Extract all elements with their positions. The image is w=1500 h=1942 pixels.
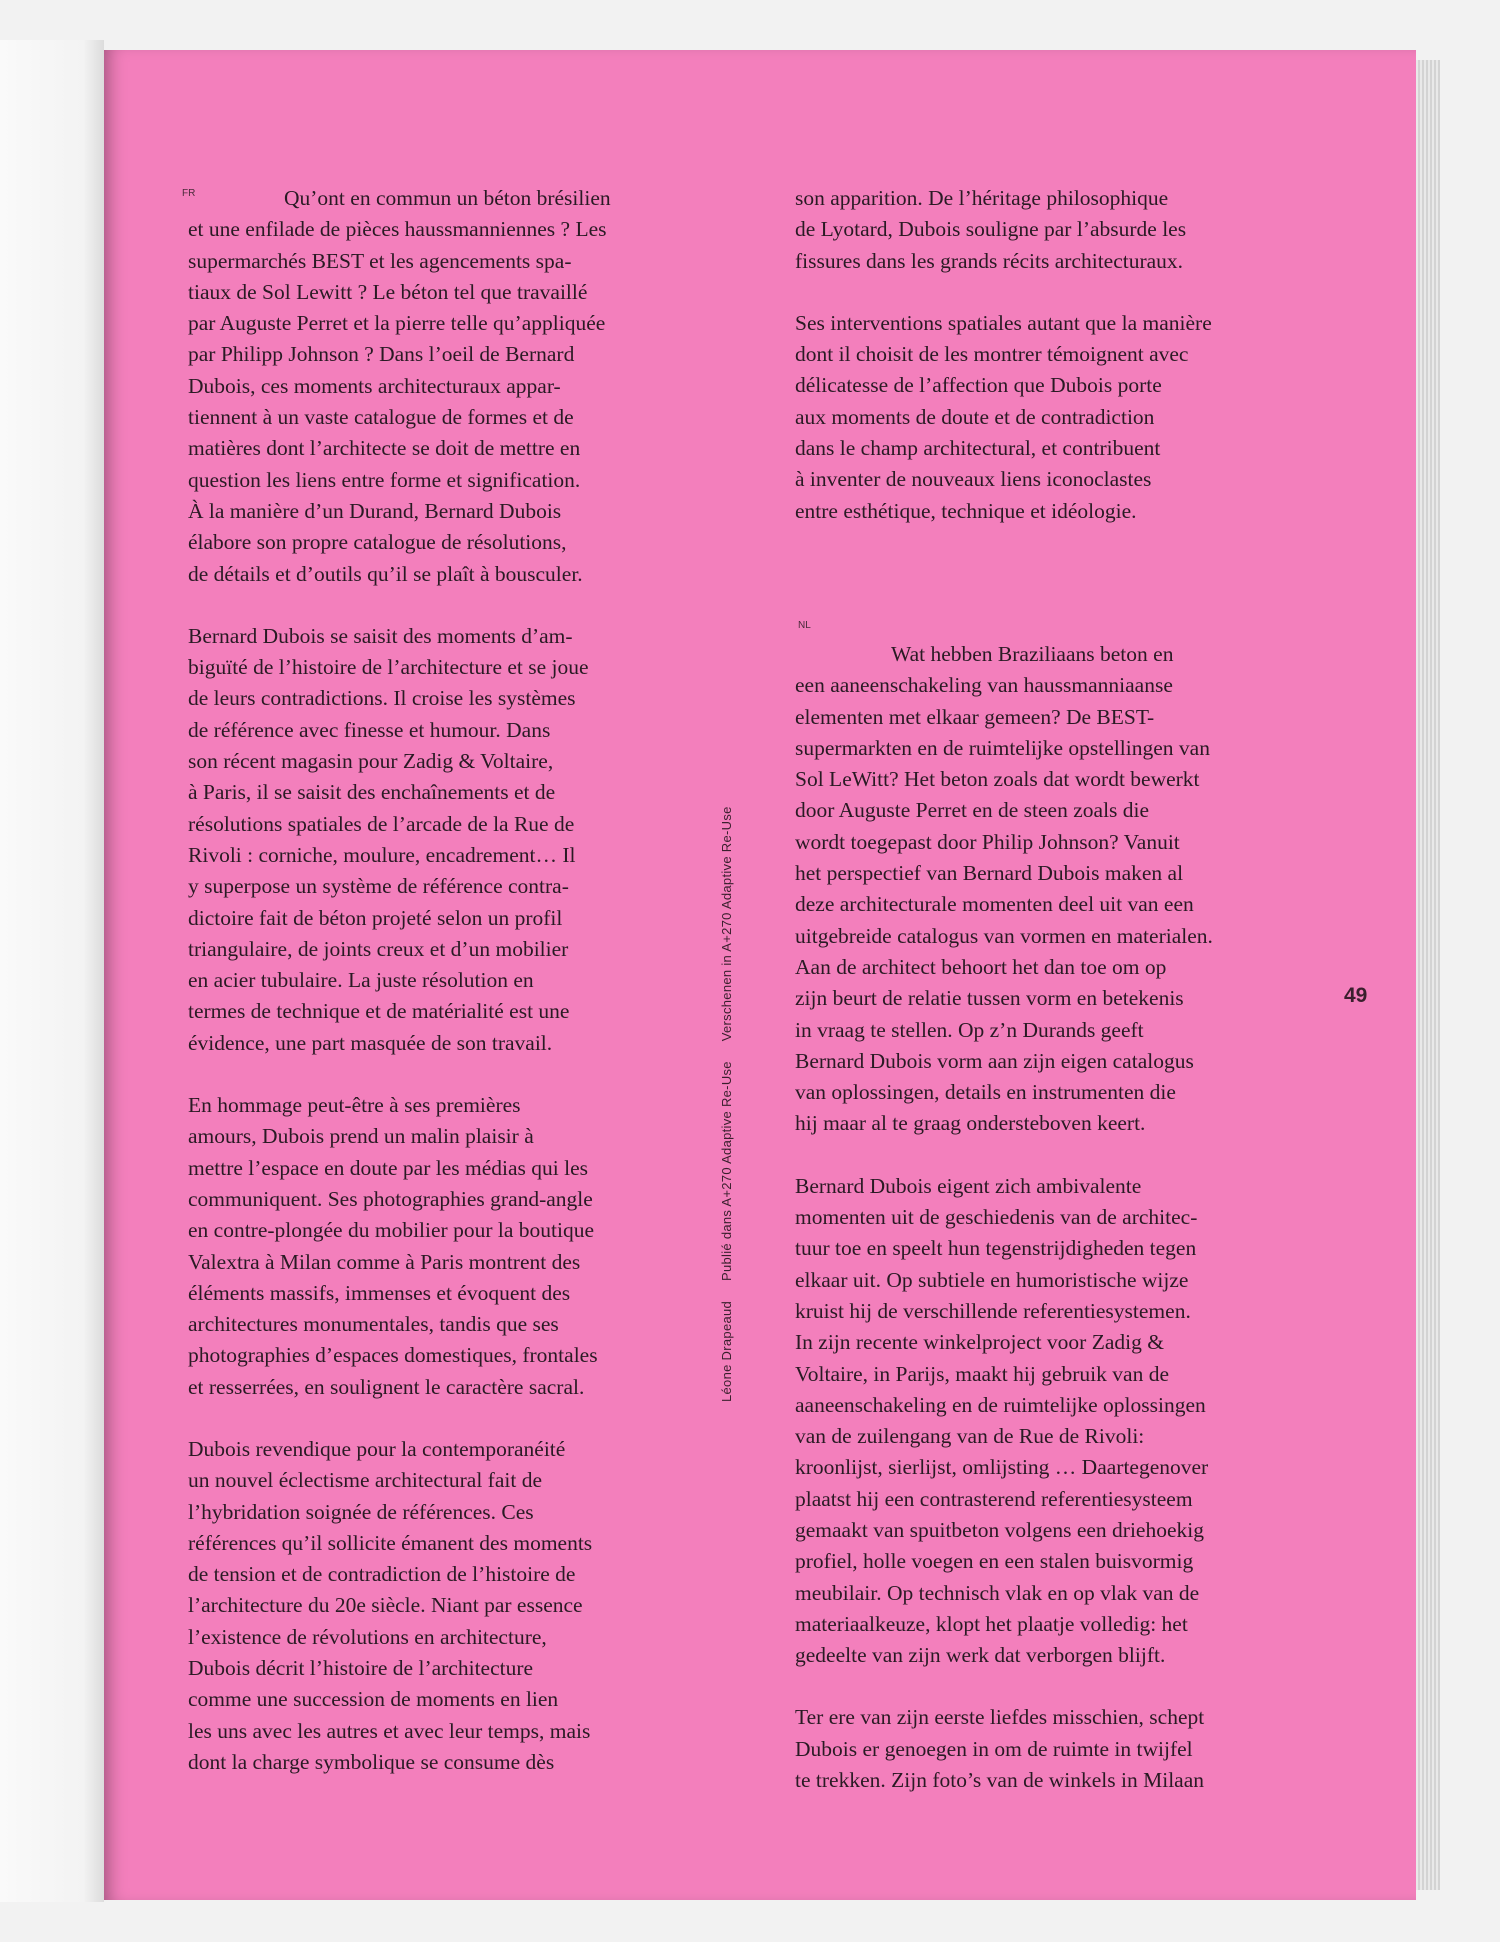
column-left bbox=[188, 183, 658, 1809]
fr-paragraph-1: Qu’ont en commun un béton brésilien et une enfilade de pièces haussmanniennes ? Les supermarchés BEST et les agencements spa- tiaux de Sol Lewitt ? Le béton tel que travaillé par Auguste Perret et la pierre telle qu’appliquée par Philipp Johnson ? Dans l’oeil de Bernard Dubois, ces moments architecturaux appar- tiennent à un vaste catalogue de formes et de matières dont l’architecte se doit de mettre en question les liens entre forme et signification. À la manière d’un Durand, Bernard Dubois élabore son propre catalogue de résolutions, de détails et d’outils qu’il se plaît à bousculer. bbox=[188, 186, 611, 586]
column-right bbox=[795, 183, 1265, 1827]
nl-paragraph-3: Ter ere van zijn eerste liefdes misschien, schept Dubois er genoegen in om de ruimte in twijfel te trekken. Zijn foto’s van de winkels in Milaan bbox=[795, 1705, 1205, 1793]
fr-paragraph-2: Bernard Dubois se saisit des moments d’am- biguïté de l’histoire de l’architecture et se joue de leurs contradictions. Il croise les systèmes de référence avec finesse et humour. Dans son récent magasin pour Zadig & Voltaire, à Paris, il se saisit des enchaînements et de résolutions spatiales de l’arcade de la Rue de Rivoli : corniche, moulure, encadrement… Il y superpose un système de référence contra- dictoire fait de béton projeté selon un profil triangulaire, de joints creux et d’un mobilier en acier tubulaire. La juste résolution en termes de technique et de matérialité est une évidence, une part masquée de son travail. bbox=[188, 623, 589, 1055]
nl-paragraph-1: Wat hebben Braziliaans beton en een aaneenschakeling van haussmanniaanse elementen met elkaar gemeen? De BEST- supermarkten en de ruimtelijke opstellingen van Sol LeWitt? Het beton zoals dat wordt bewerkt door Auguste Perret en de steen zoals die wordt toegepast door Philip Johnson? Vanuit het perspectief van Bernard Dubois maken al deze architecturale momenten deel uit van een uitgebreide catalogus van vormen en materialen. Aan de architect behoort het dan toe om op zijn beurt de relatie tussen vorm en betekenis in vraag te stellen. Op z’n Durands geeft Bernard Dubois vorm aan zijn eigen catalogus van oplossingen, details en instrumenten die hij maar al te graag ondersteboven keert. bbox=[795, 641, 1213, 1136]
credit-author: Léone Drapeaud bbox=[719, 1300, 734, 1402]
lang-tag-nl: NL bbox=[798, 620, 811, 631]
credit-nl: Verschenen in A+270 Adaptive Re-Use bbox=[719, 806, 734, 1042]
nl-paragraph-2: Bernard Dubois eigent zich ambivalente momenten uit de geschiedenis van de architec- tuur toe en speelt hun tegenstrijdigheden tegen elkaar uit. Op subtiele en humoristische wijze kruist hij de verschillende referentiesystemen. In zijn recente winkelproject voor Zadig & Voltaire, in Parijs, maakt hij gebruik van de aaneenschakeling en de ruimtelijke oplossingen van de zuilengang van de Rue de Rivoli: kroonlijst, sierlijst, omlijsting … Daartegenover plaatst hij een contrasterend referentiesysteem gemaakt van spuitbeton volgens een driehoekig profiel, holle voegen en een stalen buisvormig meubilair. Op technisch vlak en op vlak van de materiaalkeuze, klopt het plaatje volledig: het gedeelte van zijn werk dat verborgen blijft. bbox=[795, 1173, 1209, 1668]
fr-paragraph-6: Ses interventions spatiales autant que la manière dont il choisit de les montrer témoignent avec délicatesse de l’affection que Dubois porte aux moments de doute et de contradiction dans le champ architectural, et contribuent à inventer de nouveaux liens iconoclastes entre esthétique, technique et idéologie. bbox=[795, 310, 1212, 523]
fr-paragraph-5: son apparition. De l’héritage philosophique de Lyotard, Dubois souligne par l’absurde les fissures dans les grands récits architecturaux. bbox=[795, 186, 1187, 273]
page-stack-edge bbox=[1416, 60, 1440, 1890]
magazine-page bbox=[104, 50, 1416, 1900]
facing-page-edge bbox=[0, 40, 104, 1902]
vertical-credit-line bbox=[719, 672, 734, 1402]
page-number: 49 bbox=[1344, 984, 1368, 1007]
fr-paragraph-3: En hommage peut-être à ses premières amours, Dubois prend un malin plaisir à mettre l’espace en doute par les médias qui les communiquent. Ses photographies grand-angle en contre-plongée du mobilier pour la boutique Valextra à Milan comme à Paris montrent des éléments massifs, immenses et évoquent des architectures monumentales, tandis que ses photographies d’espaces domestiques, frontales et resserrées, en soulignent le caractère sacral. bbox=[188, 1093, 598, 1399]
lang-tag-fr: FR bbox=[182, 188, 196, 199]
language-gap bbox=[795, 558, 1265, 639]
credit-fr: Publié dans A+270 Adaptive Re-Use bbox=[719, 1061, 734, 1282]
fr-paragraph-4: Dubois revendique pour la contemporanéité un nouvel éclectisme architectural fait de l’hybridation soignée de références. Ces références qu’il sollicite émanent des moments de tension et de contradiction de l’histoire de l’architecture du 20e siècle. Niant par essence l’existence de révolutions en architecture, Dubois décrit l’histoire de l’architecture comme une succession de moments en lien les uns avec les autres et avec leur temps, mais dont la charge symbolique se consume dès bbox=[188, 1436, 593, 1774]
